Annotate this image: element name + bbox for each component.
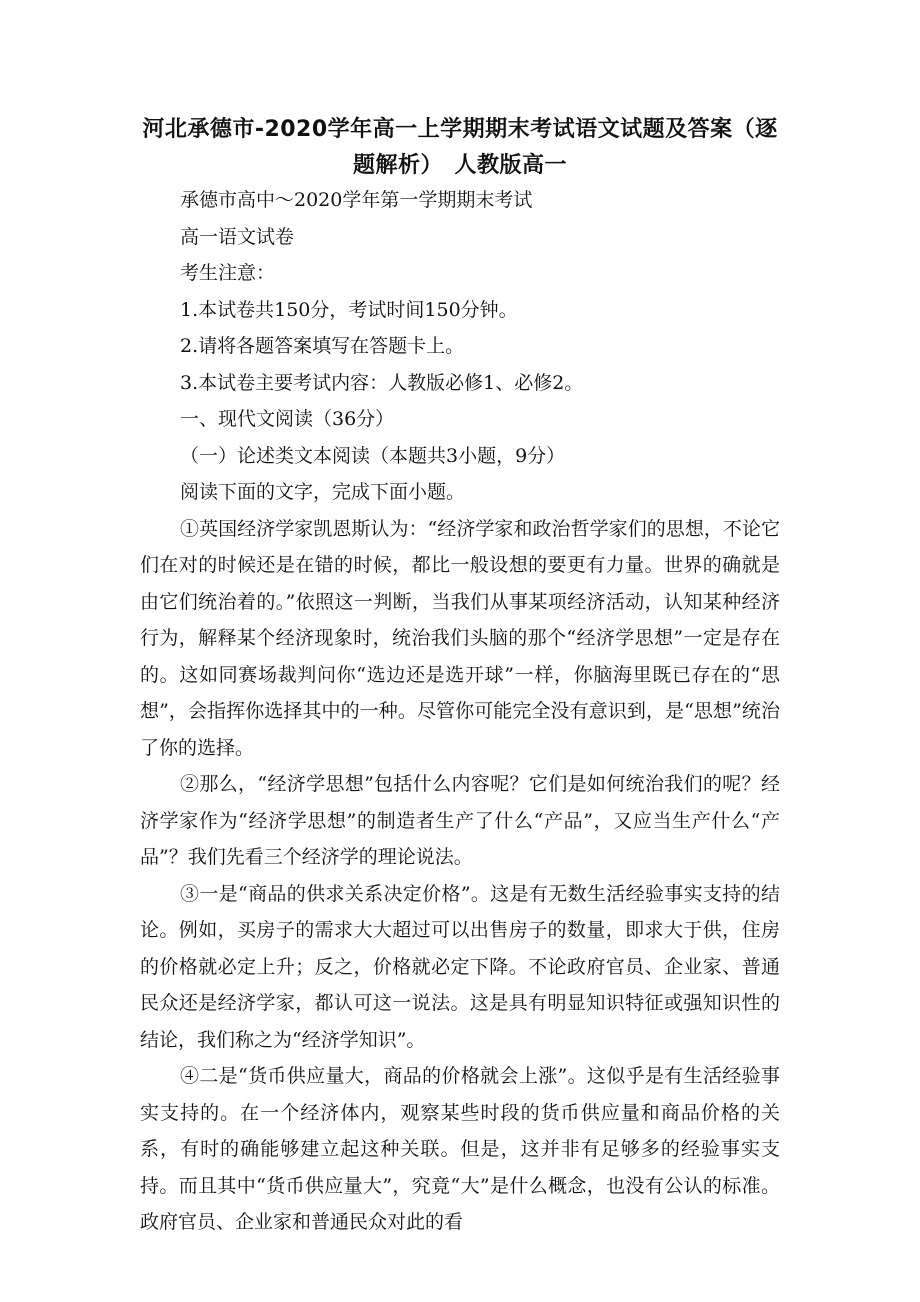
exam-name: 承德市高中～2020学年第一学期期末考试 [180, 189, 533, 211]
paragraph-3: ③一是“商品的供求关系决定价格”。这是有无数生活经验事实支持的结论。例如，买房子的需求大大超过可以出售房子的数量，即求大于供，住房的价格就必定上升；反之，价格就必定下降。不论政府官员、企业家、普通民众还是经济学家，都认可这一说法。这是具有明显知识特征或强知识性的结论，我们称之为“经济学知识”。 [140, 882, 780, 1051]
paragraph-4: ④二是“货币供应量大，商品的价格就会上涨”。这似乎是有生活经验事实支持的。在一个经济体内，观察某些时段的货币供应量和商品价格的关系，有时的确能够建立起这种关联。但是，这并非有足够多的经验事实支持。而且其中“货币供应量大”，究竟“大”是什么概念，也没有公认的标准。政府官员、企业家和普通民众对此的看 [140, 1065, 780, 1233]
subsection-heading: （一）论述类文本阅读（本题共3小题，9分） [180, 444, 566, 467]
notice-item-1: 1.本试卷共150分，考试时间150分钟。 [180, 298, 518, 321]
paragraph-1: ①英国经济学家凯恩斯认为：“经济学家和政治哲学家们的思想，不论它们在对的时候还是在错的时候，都比一般设想的要更有力量。世界的确就是由它们统治着的。”依照这一判断，当我们从事某项经济活动，认知某种经济行为，解释某个经济现象时，统治我们头脑的那个“经济学思想”一定是存在的。这如同赛场裁判问你“选边还是选开球”一样，你脑海里既已存在的“思想”，会指挥你选择其中的一种。尽管你可能完全没有意识到，是“思想”统治了你的选择。 [140, 517, 780, 759]
notice-item-3: 3.本试卷主要考试内容：人教版必修1、必修2。 [180, 371, 584, 394]
section-heading: 一、现代文阅读（36分） [180, 408, 395, 430]
notice-heading: 考生注意： [180, 262, 276, 284]
reading-instruction: 阅读下面的文字，完成下面小题。 [180, 481, 466, 503]
document-title [140, 112, 780, 184]
paper-name: 高一语文试卷 [180, 225, 295, 248]
title-line-1: 河北承德市-2020学年高一上学期期末考试语文试题及答案（逐 [142, 117, 778, 142]
paragraph-2: ②那么，“经济学思想”包括什么内容呢？它们是如何统治我们的呢？经济学家作为“经济学思想”的制造者生产了什么“产品”，又应当生产什么“产品”？我们先看三个经济学的理论说法。 [140, 773, 780, 868]
notice-item-2: 2.请将各题答案填写在答题卡上。 [180, 335, 465, 357]
title-line-2: 题解析） 人教版高一 [352, 153, 567, 178]
document-body [140, 182, 780, 1241]
